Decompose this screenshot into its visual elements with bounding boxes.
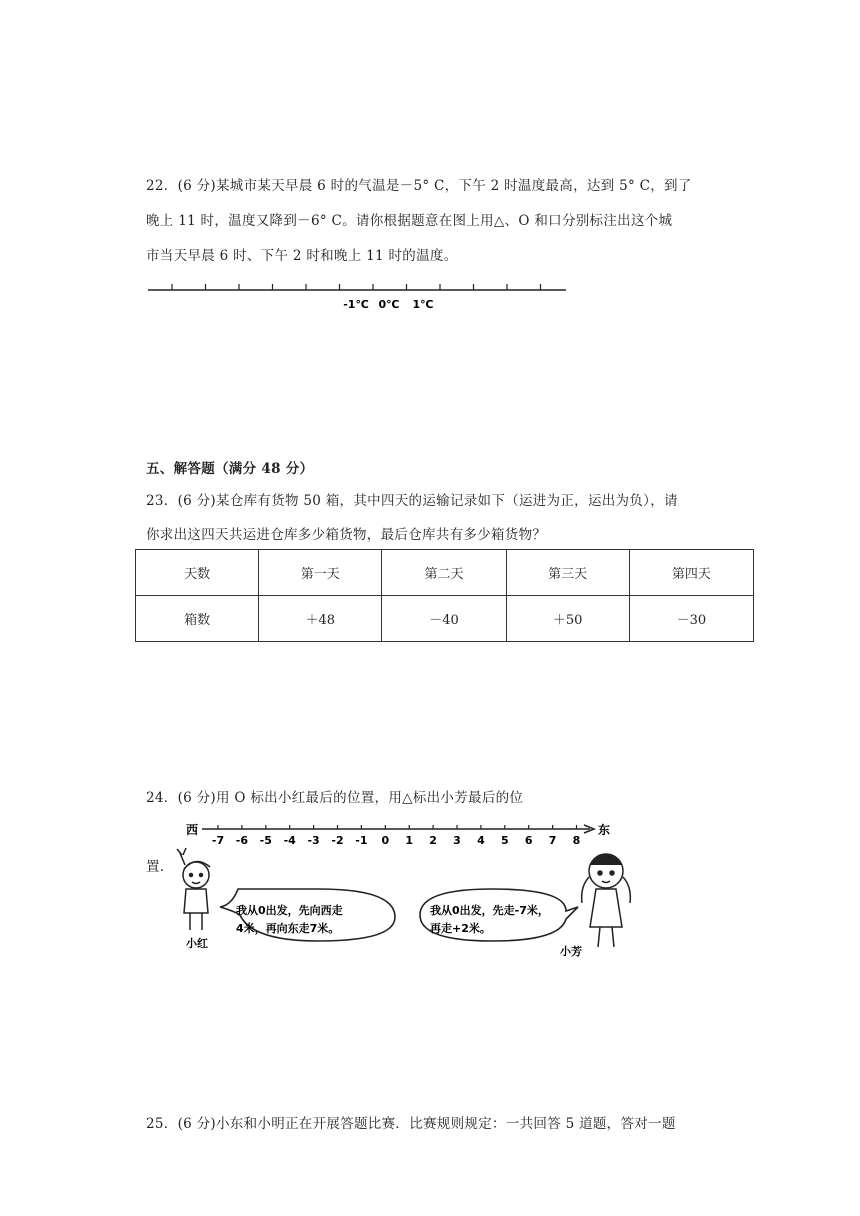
number-line-label: 7: [548, 834, 557, 847]
table-header-row: [136, 550, 754, 596]
number-line-label: 3: [453, 834, 461, 847]
number-line-label: -5: [259, 834, 272, 847]
bubble-left-line2: 4米，再向东走7米。: [236, 922, 340, 935]
number-line-label: 0: [381, 834, 390, 847]
number-line-label: 2: [429, 834, 437, 847]
table-header: 第一天: [259, 550, 382, 596]
position-number-line: [0, 815, 860, 965]
q23-text-line2: 你求出这四天共运进仓库多少箱货物，最后仓库共有多少箱货物？: [146, 527, 547, 543]
q25-text-line1: 25．(6 分)小东和小明正在开展答题比赛．比赛规则规定：一共回答 5 道题，答对一题: [146, 1116, 676, 1132]
q22-text-line3: 市当天早晨 6 时、下午 2 时和晚上 11 时的温度。: [146, 248, 458, 264]
q22-text-line1: 22．(6 分)某城市某天早晨 6 时的气温是－5° C，下午 2 时温度最高，达到 5° C，到了: [146, 178, 692, 194]
bubble-left-line1: 我从0出发，先向西走: [236, 904, 343, 917]
table-header: 第三天: [506, 550, 629, 596]
q22-text-line2: 晚上 11 时，温度又降到－6° C。请你根据题意在图上用△、O 和口分别标注出这个城: [146, 213, 673, 229]
bubble-right-line2: 再走+2米。: [430, 922, 491, 935]
number-line-label: 4: [477, 834, 485, 847]
number-line-label: -7: [211, 834, 225, 847]
table-cell: －30: [629, 596, 753, 642]
q23-text-line1: 23．(6 分)某仓库有货物 50 箱，其中四天的运输记录如下（运进为正，运出为负），请: [146, 493, 678, 509]
girl-xiaofang-illustration: [582, 854, 631, 947]
table-header: 第四天: [629, 550, 753, 596]
number-line-label: -6: [235, 834, 249, 847]
table-cell: 箱数: [136, 596, 259, 642]
table-cell: －40: [382, 596, 506, 642]
east-label: 东: [598, 823, 611, 837]
number-line-label: -1: [355, 834, 368, 847]
number-line-label: -3: [307, 834, 320, 847]
number-line-label: 5: [500, 834, 509, 847]
number-line-label: 8: [572, 834, 581, 847]
axis-label-0: 0℃: [378, 298, 400, 311]
shipment-table: [135, 549, 754, 642]
name-xiaofang: 小芳: [560, 945, 582, 958]
number-line-label: 1: [405, 834, 414, 847]
q24-text-line1: 24．(6 分)用 O 标出小红最后的位置，用△标出小芳最后的位: [146, 790, 524, 806]
axis-label-minus1: -1℃: [343, 298, 369, 311]
number-line-label: -2: [331, 834, 344, 847]
girl-xiaohong-illustration: [177, 848, 210, 930]
table-cell: ＋50: [506, 596, 629, 642]
name-xiaohong: 小红: [186, 937, 208, 950]
number-line-label: 6: [524, 834, 533, 847]
table-header: 第二天: [382, 550, 506, 596]
section-heading: 五、解答题（满分 48 分）: [146, 461, 314, 477]
table-header: 天数: [136, 550, 259, 596]
west-label: 西: [186, 823, 199, 837]
axis-label-1: 1℃: [412, 298, 434, 311]
q24-text-line2: 置.: [146, 859, 165, 875]
number-line-label: -4: [283, 834, 296, 847]
bubble-right-line1: 我从0出发，先走-7米，: [430, 904, 549, 917]
table-cell: ＋48: [259, 596, 382, 642]
table-row: [136, 596, 754, 642]
temperature-number-line: [0, 280, 860, 320]
